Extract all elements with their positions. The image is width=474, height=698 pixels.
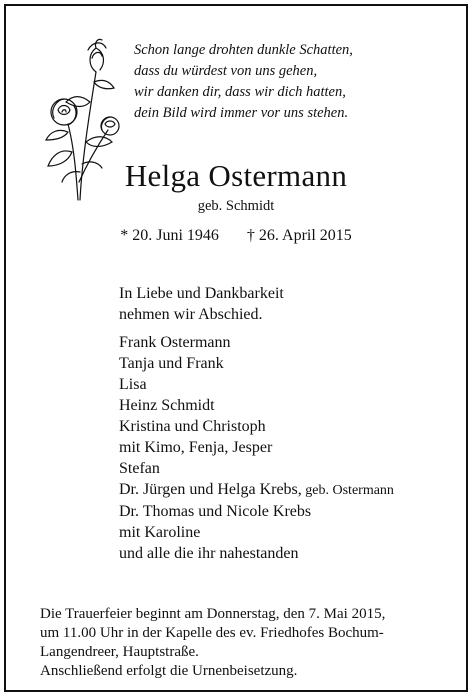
poem-line: Schon lange drohten dunkle Schatten, (134, 42, 353, 58)
intro-line: In Liebe und Dankbarkeit (119, 285, 284, 302)
notice-line: Die Trauerfeier beginnt am Donnerstag, den 7. Mai 2015, (40, 606, 386, 622)
birth-date: * 20. Juni 1946 (120, 227, 219, 244)
deceased-name: Helga Ostermann (124, 158, 348, 193)
funeral-notice (40, 605, 385, 681)
mourner: Tanja und Frank (119, 355, 224, 372)
mourner: mit Kimo, Fenja, Jesper (119, 439, 273, 456)
poem-line: dass du würdest von uns gehen, (134, 63, 318, 79)
mourner: Frank Ostermann (119, 334, 231, 351)
mourner-born-name: geb. Ostermann (301, 483, 394, 498)
notice-line: um 11.00 Uhr in der Kapelle des ev. Friedhofes Bochum- (40, 625, 384, 641)
poem (134, 40, 454, 124)
mourner: Dr. Thomas und Nicole Krebs (119, 503, 312, 520)
poem-line: wir danken dir, dass wir dich hatten, (134, 84, 346, 100)
mourner: mit Karoline (119, 524, 201, 541)
obituary-card (4, 4, 468, 692)
mourner: Kristina und Christoph (119, 418, 266, 435)
notice-line: Anschließend erfolgt die Urnenbeisetzung. (40, 663, 298, 679)
mourner: Lisa (119, 376, 147, 393)
notice-line: Langendreer, Hauptstraße. (40, 644, 199, 660)
mourner: Stefan (119, 460, 160, 477)
poem-line: dein Bild wird immer vor uns stehen. (134, 105, 349, 121)
born-name: geb. Schmidt (197, 198, 275, 214)
death-date: † 26. April 2015 (246, 227, 352, 244)
mourner (119, 479, 394, 501)
mourner: Heinz Schmidt (119, 397, 215, 414)
mourner-name: Dr. Jürgen und Helga Krebs, (119, 481, 302, 498)
mourner: und alle die ihr nahestanden (119, 545, 299, 562)
farewell-intro (119, 283, 284, 325)
life-dates (6, 227, 466, 245)
mourners-list (119, 332, 394, 564)
intro-line: nehmen wir Abschied. (119, 306, 263, 323)
